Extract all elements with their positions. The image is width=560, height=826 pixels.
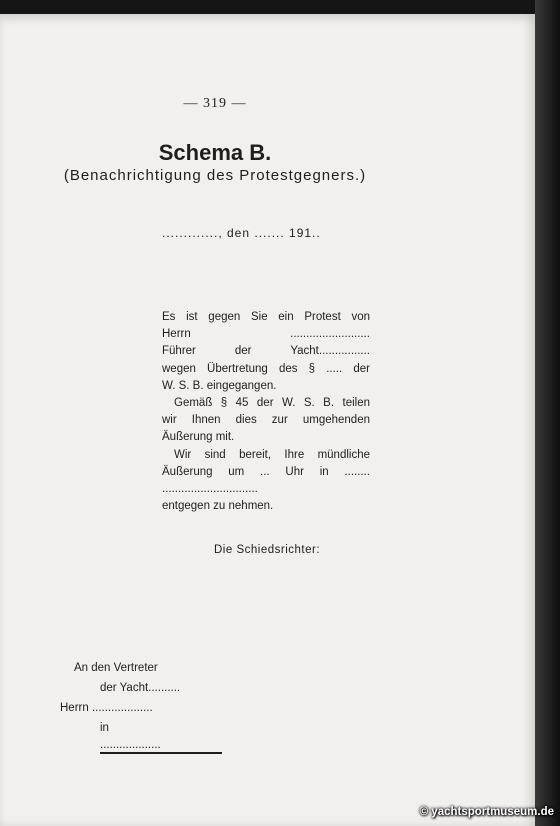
scan-right-edge: [535, 0, 560, 826]
body-line: wir Ihnen dies zur umgehenden: [162, 414, 370, 427]
scan-top-edge: [0, 0, 560, 14]
page-number: — 319 —: [183, 96, 247, 111]
address-block: [60, 658, 222, 754]
address-line: ...................: [100, 738, 222, 754]
page-subtitle: (Benachrichtigung des Protestgegners.): [63, 167, 367, 184]
body-line: ..............................: [162, 483, 258, 496]
body-line: Gemäß § 45 der W. S. B. teilen: [174, 397, 370, 410]
signature-line: Die Schiedsrichter:: [214, 544, 321, 556]
watermark: © yachtsportmuseum.de: [419, 806, 554, 818]
body-line: entgegen zu nehmen.: [162, 500, 274, 513]
body-line: Wir sind bereit, Ihre mündliche: [174, 448, 370, 461]
body-line: Herrn .........................: [162, 328, 370, 341]
book-page: [0, 14, 535, 826]
page-title: Schema B.: [158, 140, 272, 165]
body-line: W. S. B. eingegangen.: [162, 379, 277, 392]
body-line: Führer der Yacht................: [162, 345, 370, 358]
body-line: Äußerung um ... Uhr in ........: [162, 465, 370, 478]
address-line: Herrn ...................: [60, 702, 153, 714]
address-line: in: [100, 722, 109, 734]
body-line: Es ist gegen Sie ein Protest von: [162, 311, 370, 323]
notice-body: [162, 309, 370, 515]
address-line: der Yacht..........: [100, 682, 181, 694]
address-line: An den Vertreter: [74, 662, 158, 674]
body-line: Äußerung mit.: [162, 431, 235, 444]
body-line: wegen Übertretung des § ..... der: [162, 362, 370, 375]
date-line: ............., den ....... 191..: [162, 226, 321, 240]
